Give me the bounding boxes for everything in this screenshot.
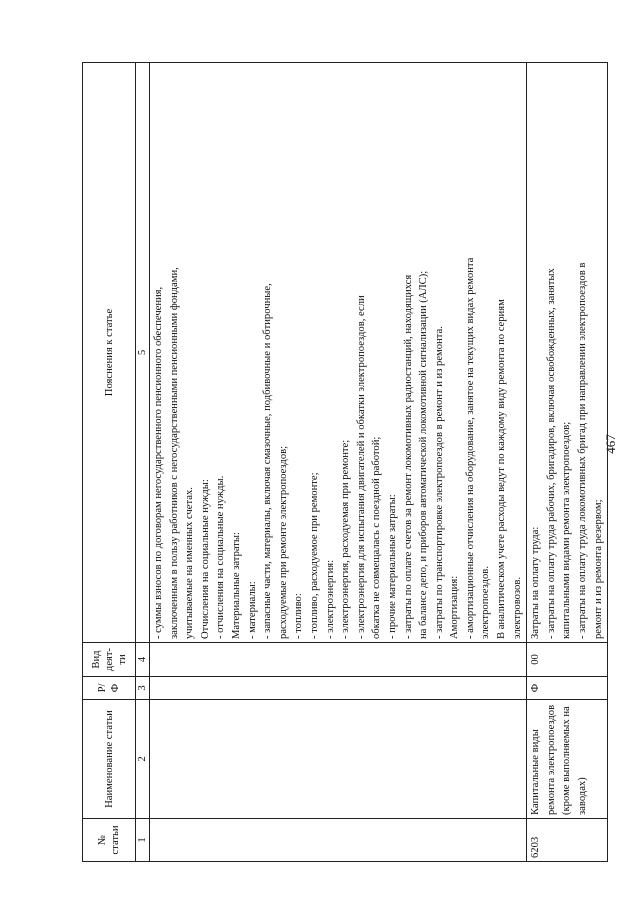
column-number: 4	[136, 643, 150, 677]
note-line: ремонт и из ремонта резервом;	[592, 499, 604, 639]
column-number: 5	[136, 63, 150, 643]
note-line: заключенным в пользу работников с негосударственными пенсионными фондами,	[168, 267, 180, 639]
header-rf: Р/ Ф	[83, 677, 136, 700]
header-notes: Пояснения к статье	[83, 63, 136, 643]
notes-cell	[527, 63, 608, 643]
page-number: 467	[602, 434, 618, 454]
note-line: Амортизация:	[449, 575, 461, 639]
note-line: - затраты на оплату труда рабочих, бригадиров, включая освобожденных, занятых	[545, 268, 557, 639]
note-line: учитываемые на именных счетах.	[184, 487, 196, 639]
note-line: - электроэнергия, расходуемая при ремонте;	[340, 439, 352, 639]
note-line: - топливо, расходуемое при ремонте;	[308, 472, 320, 639]
item-name-cell	[150, 700, 527, 819]
note-line: - материалы:	[246, 581, 258, 639]
item-number-cell: 6203	[527, 819, 608, 862]
note-line: капитальными видами ремонта электропоездов;	[561, 421, 573, 639]
item-number-cell	[150, 819, 527, 862]
item-name-cell: Капитальные виды ремонта электропоездов (кроме выполняемых на заводах)	[527, 700, 608, 819]
note-line: - затраты по оплате счетов за ремонт локомотивных радиостанций, находящихся	[402, 274, 414, 639]
note-line: - запасные части, материалы, включая смазочные, подбивочные и обтирочные,	[262, 283, 274, 639]
note-line: обкатка не совмещалась с поездной работой;	[371, 436, 383, 639]
note-line: - топливо:	[293, 593, 305, 639]
table-header-row	[83, 63, 136, 862]
notes-cell	[150, 63, 527, 643]
header-activity-kind: Вид деят-ти	[83, 643, 136, 677]
note-line: - затраты на оплату труда локомотивных бригад при направлении электропоездов в	[577, 262, 589, 639]
note-line: электропоездов.	[480, 566, 492, 639]
note-line: - затраты по транспортировке электропоездов в ремонт и из ремонта.	[433, 326, 445, 639]
rf-cell: Ф	[527, 677, 608, 700]
column-number: 1	[136, 819, 150, 862]
note-line: Затраты на оплату труда:	[530, 526, 542, 639]
note-line: - электроэнергия:	[324, 559, 336, 639]
table-row	[150, 63, 527, 862]
cost-items-table	[82, 62, 608, 862]
rf-cell	[150, 677, 527, 700]
column-number-row	[136, 63, 150, 862]
activity-kind-cell: 00	[527, 643, 608, 677]
note-line: Отчисления на социальные нужды:	[199, 479, 211, 639]
rotated-table-wrapper	[82, 62, 604, 862]
note-line: расходуемые при ремонте электропоездов;	[277, 445, 289, 639]
column-number: 2	[136, 700, 150, 819]
note-line: - суммы взносов по договорам негосударственного пенсионного обеспечения,	[153, 286, 164, 639]
activity-kind-cell	[150, 643, 527, 677]
header-item-number: № статьи	[83, 819, 136, 862]
note-line: В аналитическом учете расходы ведут по каждому виду ремонта по сериям	[496, 299, 508, 639]
note-line: Материальные затраты:	[230, 532, 242, 639]
column-number: 3	[136, 677, 150, 700]
note-line: на балансе депо, и приборов автоматической локомотивной сигнализации (АЛС);	[418, 270, 430, 639]
note-line: электровозов.	[511, 576, 523, 639]
note-line: - прочие материальные затраты:	[386, 494, 398, 639]
header-item-name: Наименование статьи	[83, 700, 136, 819]
table-row	[527, 63, 608, 862]
note-line: - электроэнергия для испытания двигателей и обкатки электропоездов, если	[355, 295, 367, 639]
note-line: - отчисления на социальные нужды.	[215, 475, 227, 639]
note-line: - амортизационные отчисления на оборудование, занятое на текущих видах ремонта	[464, 257, 476, 639]
